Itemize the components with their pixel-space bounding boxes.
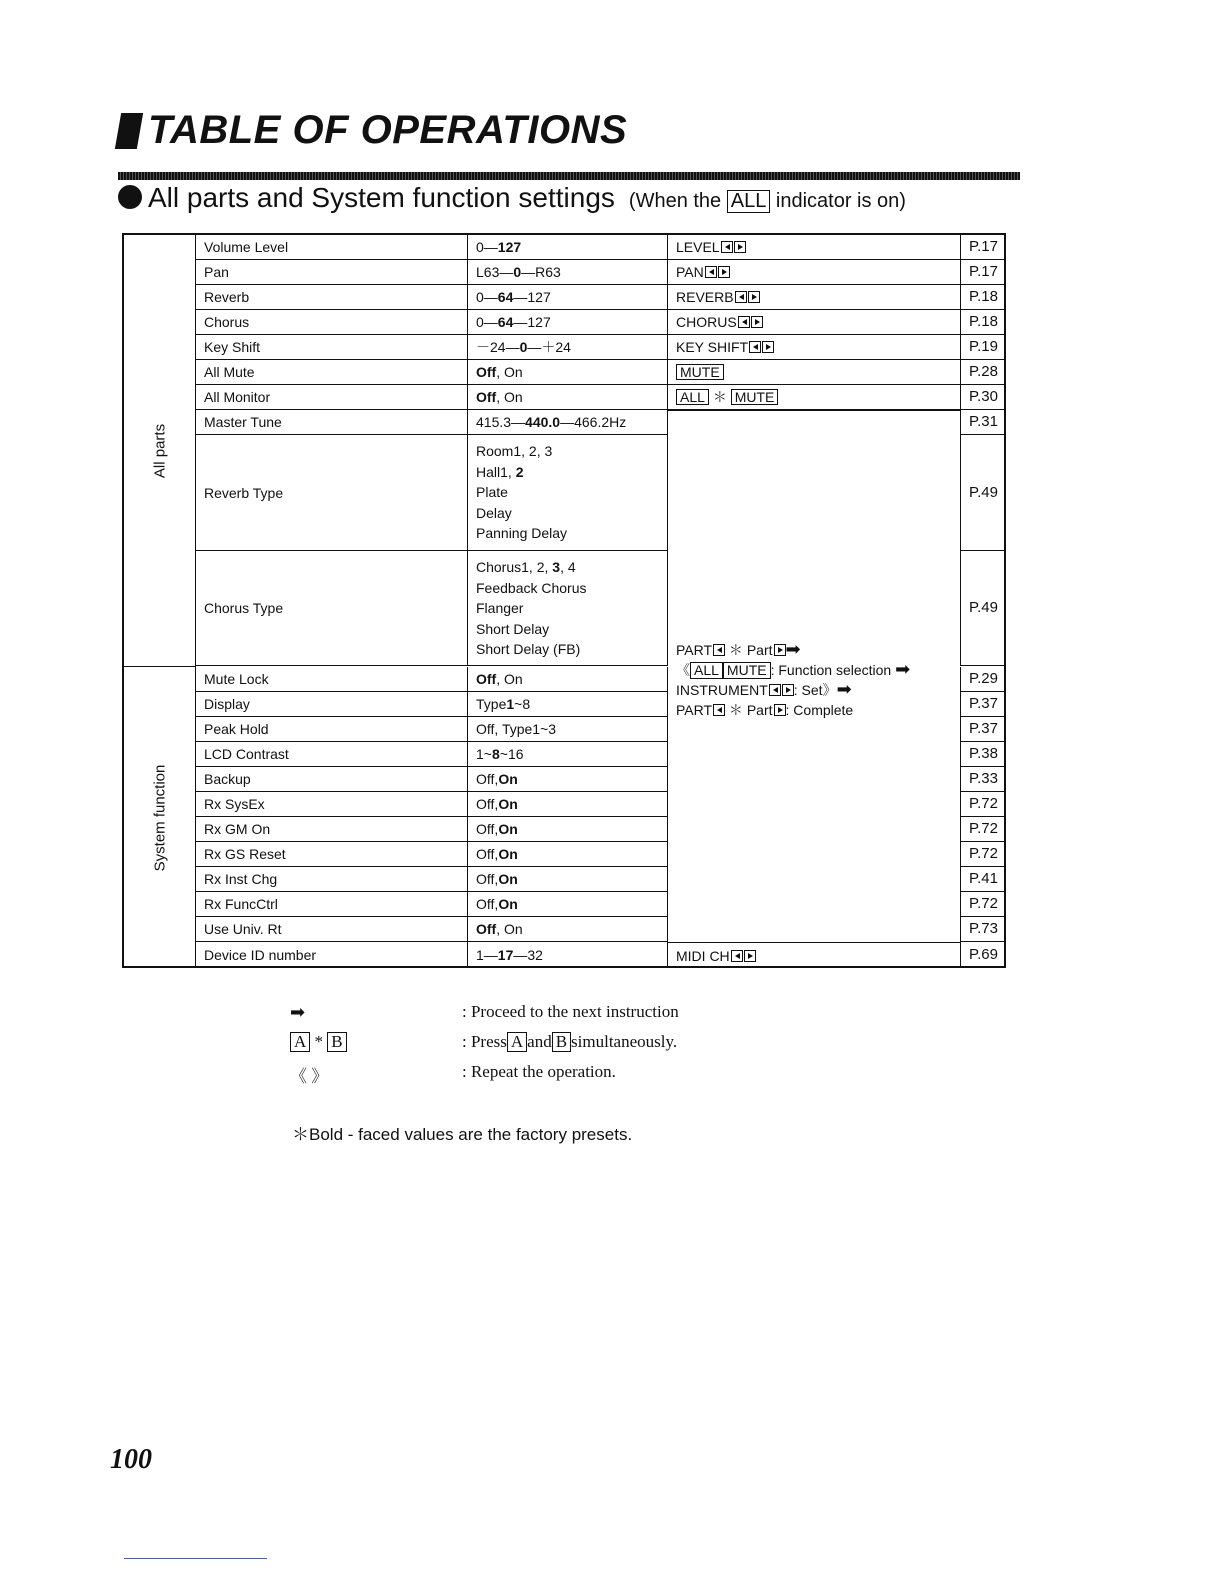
row-operation <box>668 285 960 310</box>
op-text: PART <box>676 702 713 718</box>
value-part: , Type1~3 <box>494 721 557 737</box>
op-text: 《 <box>676 662 690 678</box>
left-key-icon <box>738 316 750 328</box>
row-value <box>468 335 668 360</box>
row-value <box>468 410 668 435</box>
value-part: Off, <box>476 871 499 887</box>
row-name: Device ID number <box>196 942 468 968</box>
value-default: On <box>498 846 518 862</box>
value-part: , On <box>496 671 523 687</box>
value-default: 1 <box>506 696 515 712</box>
value-part: Off, <box>476 821 499 837</box>
row-value <box>468 942 668 968</box>
chorus-type-values <box>468 551 668 666</box>
right-key-icon <box>734 241 746 253</box>
repeat-brackets-icon: 《 》 <box>290 1067 329 1086</box>
row-value <box>468 235 668 260</box>
page-ref: P.29 <box>960 667 1006 692</box>
row-value <box>468 717 668 742</box>
value-part: —466.2Hz <box>560 414 627 430</box>
value-part: 1~ <box>476 746 492 762</box>
value-default: 127 <box>497 239 522 255</box>
page-ref: P.18 <box>960 310 1006 335</box>
value-default: Off <box>476 364 497 380</box>
row-name: Chorus Type <box>196 551 468 666</box>
row-name: Chorus <box>196 310 468 335</box>
left-key-icon <box>713 704 725 716</box>
op-text: LEVEL <box>676 239 720 255</box>
page-ref: P.19 <box>960 335 1006 360</box>
row-name: Master Tune <box>196 410 468 435</box>
value-part: —127 <box>513 314 551 330</box>
row-value <box>468 742 668 767</box>
value-default: 2 <box>515 463 524 480</box>
title-square-icon <box>115 113 143 149</box>
legend-text: simultaneously. <box>571 1032 678 1051</box>
all-key-box: ALL <box>690 662 723 679</box>
page-ref: P.72 <box>960 817 1006 842</box>
row-operation <box>668 360 960 385</box>
page-ref: P.41 <box>960 867 1006 892</box>
value-part: Off <box>476 721 495 737</box>
reverb-type-values <box>468 435 668 551</box>
page-ref: P.33 <box>960 767 1006 792</box>
row-name: Rx FuncCtrl <box>196 892 468 917</box>
row-name: All Monitor <box>196 385 468 410</box>
left-key-icon <box>769 684 781 696</box>
value-part: Off, <box>476 846 499 862</box>
left-key-icon <box>721 241 733 253</box>
section-heading <box>118 182 906 214</box>
row-value <box>468 867 668 892</box>
value-line: Room1, 2, 3 <box>476 443 553 459</box>
factory-preset-note: ＊Bold - faced values are the factory presets. <box>292 1125 633 1144</box>
row-operation <box>668 385 960 410</box>
row-name: All Mute <box>196 360 468 385</box>
row-operation <box>668 235 960 260</box>
value-part: , On <box>496 364 523 380</box>
key-a-box: A <box>290 1032 310 1052</box>
value-part: —127 <box>513 289 551 305</box>
page-ref: P.31 <box>960 410 1006 435</box>
value-part: Off, <box>476 771 499 787</box>
row-name: Key Shift <box>196 335 468 360</box>
value-default: On <box>498 896 518 912</box>
page-ref: P.72 <box>960 792 1006 817</box>
page-ref: P.73 <box>960 917 1006 942</box>
value-line: Short Delay (FB) <box>476 641 581 657</box>
row-name: Reverb Type <box>196 435 468 551</box>
op-text: ＊ Part <box>725 702 773 718</box>
value-default: Off <box>476 921 497 937</box>
page-title <box>118 108 627 153</box>
legend-text: : Press <box>462 1032 507 1051</box>
page-number: 100 <box>110 1444 152 1475</box>
value-part: 0— <box>476 239 498 255</box>
row-value <box>468 767 668 792</box>
row-value <box>468 892 668 917</box>
left-key-icon <box>713 644 725 656</box>
value-part: ~16 <box>499 746 524 762</box>
page-ref: P.69 <box>960 942 1006 968</box>
group-all-parts <box>124 235 196 666</box>
arrow-icon: ➡ <box>290 1002 306 1023</box>
mute-key-box: MUTE <box>723 662 771 679</box>
row-value <box>468 285 668 310</box>
row-name: Mute Lock <box>196 667 468 692</box>
all-key-box: ALL <box>727 190 771 213</box>
value-line: Plate <box>476 484 508 500</box>
row-value <box>468 842 668 867</box>
key-b-box: B <box>552 1032 571 1052</box>
value-default: 8 <box>491 746 500 762</box>
value-line: Delay <box>476 504 512 521</box>
op-line <box>676 640 960 660</box>
section-heading-text: All parts and System function settings <box>148 182 615 213</box>
row-name: Rx Inst Chg <box>196 867 468 892</box>
row-operation <box>668 310 960 335</box>
value-part: L63— <box>476 264 514 280</box>
arrow-icon: ➡ <box>836 679 852 700</box>
group-label-all-parts: All parts <box>151 423 169 478</box>
op-text: CHORUS <box>676 314 737 330</box>
left-key-icon <box>731 950 743 962</box>
legend-desc <box>462 1032 677 1052</box>
value-part: , On <box>496 389 523 405</box>
page-ref: P.49 <box>960 551 1006 666</box>
value-part: Chorus1, 2, <box>476 559 553 575</box>
op-text: REVERB <box>676 289 734 305</box>
value-line: Short Delay <box>476 620 550 637</box>
page-title-text: TABLE OF OPERATIONS <box>148 108 628 152</box>
page-ref: P.37 <box>960 717 1006 742</box>
value-line: Flanger <box>476 600 524 616</box>
value-default: Off <box>476 389 497 405</box>
key-b-box: B <box>327 1032 346 1052</box>
page-ref: P.18 <box>960 285 1006 310</box>
value-part: Off, <box>476 896 499 912</box>
section-note <box>629 190 906 213</box>
value-part: —＋24 <box>527 339 571 355</box>
left-key-icon <box>705 266 717 278</box>
op-line <box>676 660 960 680</box>
mute-key-box: MUTE <box>676 364 724 381</box>
row-name: Rx SysEx <box>196 792 468 817</box>
value-line <box>476 462 667 483</box>
value-part: , 4 <box>560 559 576 575</box>
legend-desc: : Repeat the operation. <box>462 1062 616 1081</box>
page-ref: P.37 <box>960 692 1006 717</box>
page-ref: P.72 <box>960 842 1006 867</box>
arrow-icon: ➡ <box>785 639 801 660</box>
right-key-icon <box>751 316 763 328</box>
left-key-icon <box>749 341 761 353</box>
page-ref: P.17 <box>960 235 1006 260</box>
row-name: Pan <box>196 260 468 285</box>
page-ref: P.17 <box>960 260 1006 285</box>
row-operation <box>668 335 960 360</box>
page-ref: P.72 <box>960 892 1006 917</box>
value-part: ~8 <box>514 696 531 712</box>
value-part: Type <box>476 696 507 712</box>
value-default: 17 <box>497 947 514 963</box>
op-text: KEY SHIFT <box>676 339 749 355</box>
value-part: －24— <box>476 339 520 355</box>
row-value <box>468 260 668 285</box>
row-name: Rx GM On <box>196 817 468 842</box>
row-name: Display <box>196 692 468 717</box>
op-text: INSTRUMENT <box>676 682 768 698</box>
row-name: Rx GS Reset <box>196 842 468 867</box>
op-line <box>676 680 960 700</box>
value-default: 0 <box>519 339 528 355</box>
left-key-icon <box>735 291 747 303</box>
op-line <box>676 700 960 720</box>
op-text: : Complete <box>785 702 854 718</box>
legend-press-symbol <box>290 1032 450 1052</box>
right-key-icon <box>774 644 786 656</box>
op-text: : Function selection <box>770 662 896 678</box>
row-value <box>468 692 668 717</box>
row-value <box>468 310 668 335</box>
value-default: On <box>498 821 518 837</box>
value-default: On <box>498 796 518 812</box>
section-note-suffix: indicator is on) <box>775 190 906 212</box>
right-key-icon <box>718 266 730 278</box>
mute-key-box: MUTE <box>731 389 779 406</box>
right-key-icon <box>774 704 786 716</box>
page-ref: P.28 <box>960 360 1006 385</box>
row-value <box>468 385 668 410</box>
value-part: 415.3— <box>476 414 526 430</box>
group-system-function <box>124 667 196 968</box>
row-operation <box>668 942 960 968</box>
page-ref: P.38 <box>960 742 1006 767</box>
row-value <box>468 792 668 817</box>
row-name: Peak Hold <box>196 717 468 742</box>
value-default: 0 <box>513 264 522 280</box>
legend-star: * <box>314 1032 324 1051</box>
value-line: Feedback Chorus <box>476 579 587 596</box>
all-key-box: ALL <box>676 389 709 406</box>
key-a-box: A <box>507 1032 527 1052</box>
row-name: LCD Contrast <box>196 742 468 767</box>
page-ref: P.30 <box>960 385 1006 410</box>
op-text: ＊ Part <box>725 642 773 658</box>
value-part: 1— <box>476 947 498 963</box>
row-name: Reverb <box>196 285 468 310</box>
value-part: , On <box>496 921 523 937</box>
value-default: 440.0 <box>525 414 561 430</box>
value-default: 64 <box>497 289 514 305</box>
value-part: 0— <box>476 314 498 330</box>
value-default: 64 <box>497 314 514 330</box>
value-line: Panning Delay <box>476 525 568 541</box>
row-name: Volume Level <box>196 235 468 260</box>
part-operation-sequence <box>668 640 960 720</box>
op-text: MIDI CH <box>676 947 730 964</box>
op-text: PART <box>676 642 713 658</box>
legend-text: and <box>527 1032 552 1051</box>
title-rule <box>118 172 1020 180</box>
row-value <box>468 917 668 942</box>
value-line <box>476 557 667 578</box>
group-label-system-function: System function <box>151 764 169 871</box>
right-key-icon <box>782 684 794 696</box>
row-value <box>468 667 668 692</box>
value-default: On <box>498 871 518 887</box>
operations-table <box>122 233 1006 968</box>
op-text: PAN <box>676 264 704 280</box>
value-default: Off <box>476 671 497 687</box>
legend-desc: : Proceed to the next instruction <box>462 1002 679 1021</box>
value-part: 0— <box>476 289 498 305</box>
row-name: Use Univ. Rt <box>196 917 468 942</box>
value-part: Off, <box>476 796 499 812</box>
right-key-icon <box>748 291 760 303</box>
op-star: ＊ <box>712 389 727 405</box>
value-part: —32 <box>513 947 543 963</box>
op-text: : Set》 <box>793 682 837 698</box>
row-operation <box>668 260 960 285</box>
row-value <box>468 817 668 842</box>
op-divider <box>668 410 960 411</box>
row-value <box>468 360 668 385</box>
right-key-icon <box>744 950 756 962</box>
page-ref: P.49 <box>960 435 1006 551</box>
bullet-icon <box>118 185 142 209</box>
right-key-icon <box>762 341 774 353</box>
footer-rule <box>124 1558 267 1559</box>
arrow-icon: ➡ <box>895 659 911 680</box>
value-part: —R63 <box>521 264 561 280</box>
value-default: 3 <box>552 559 561 575</box>
value-part: Hall1, <box>476 463 516 480</box>
value-default: On <box>498 771 518 787</box>
row-name: Backup <box>196 767 468 792</box>
section-note-prefix: (When the <box>628 190 722 212</box>
